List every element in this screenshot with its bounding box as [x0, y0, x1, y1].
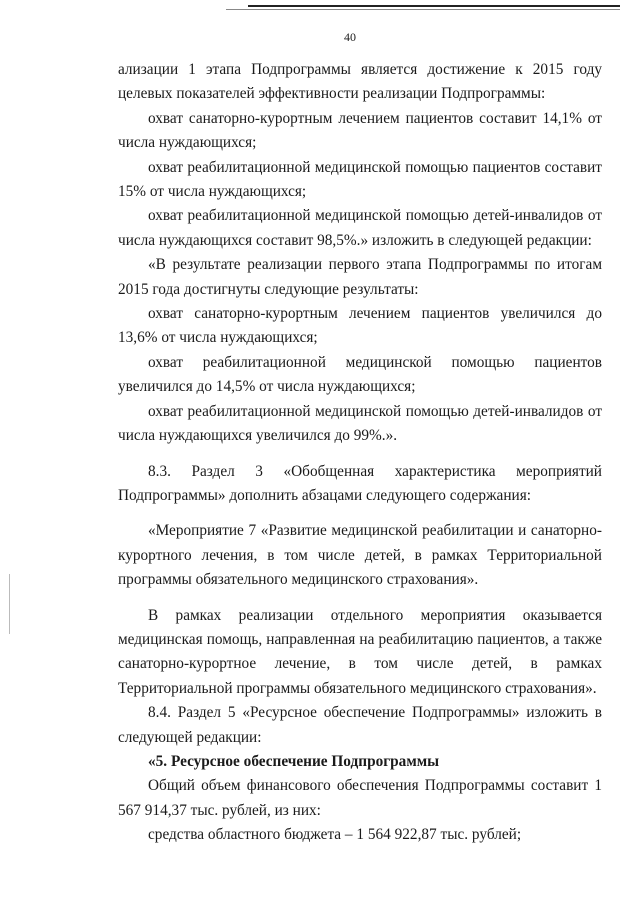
- paragraph-target-rehab: охват реабилитационной медицинской помощью пациентов составит 15% от числа нуждающихся;: [118, 158, 602, 201]
- paragraph-result-sanatorium: охват санаторно-курортным лечением пациентов увеличился до 13,6% от числа нуждающихся;: [118, 305, 602, 347]
- paragraph-result-children: охват реабилитационной медицинской помощью детей-инвалидов от числа нуждающихся увеличился до 99%.».: [118, 402, 602, 445]
- header-rule: [248, 5, 620, 7]
- paragraph-result-rehab: охват реабилитационной медицинской помощью пациентов увеличился до 14,5% от числа нуждающихся;: [118, 353, 602, 396]
- page-number: 40: [344, 30, 356, 44]
- paragraph-results-intro: «В результате реализации первого этапа Подпрограммы по итогам 2015 года достигнуты следующие результаты:: [118, 256, 602, 298]
- scan-margin-mark: [9, 574, 10, 634]
- section-heading-resources: «5. Ресурсное обеспечение Подпрограммы: [148, 752, 440, 770]
- paragraph-target-children: охват реабилитационной медицинской помощью детей-инвалидов от числа нуждающихся составит 98,5%.» изложить в следующей редакции:: [118, 207, 602, 249]
- paragraph-total-funding: Общий объем финансового обеспечения Подпрограммы составит 1 567 914,37 тыс. рублей, из них:: [118, 777, 602, 819]
- paragraph-measure-7: «Мероприятие 7 «Развитие медицинской реабилитации и санаторно-курортного лечения, в том числе детей, в рамках Территориальной программы обязательного медицинского страхования».: [118, 522, 602, 589]
- paragraph-target-sanatorium: охват санаторно-курортным лечением пациентов составит 14,1% от числа нуждающихся;: [118, 109, 602, 152]
- paragraph-section-8-3: 8.3. Раздел 3 «Обобщенная характеристика мероприятий Подпрограммы» дополнить абзацами следующего содержания:: [118, 462, 602, 504]
- document-body: [118, 58, 602, 848]
- paragraph-regional-budget: средства областного бюджета – 1 564 922,87 тыс. рублей;: [148, 826, 522, 844]
- header-rule-thin: [226, 9, 620, 10]
- paragraph-measure-description: В рамках реализации отдельного мероприятия оказывается медицинская помощь, направленная на реабилитацию пациентов, а также санаторно-курортное лечение, в том числе детей, в рамках Территориальной программы обязательного медицинского страхования».: [118, 606, 602, 697]
- paragraph-section-8-4: 8.4. Раздел 5 «Ресурсное обеспечение Подпрограммы» изложить в следующей редакции:: [118, 704, 602, 746]
- paragraph-continuation: ализации 1 этапа Подпрограммы является достижение к 2015 году целевых показателей эффективности реализации Подпрограммы:: [118, 61, 602, 103]
